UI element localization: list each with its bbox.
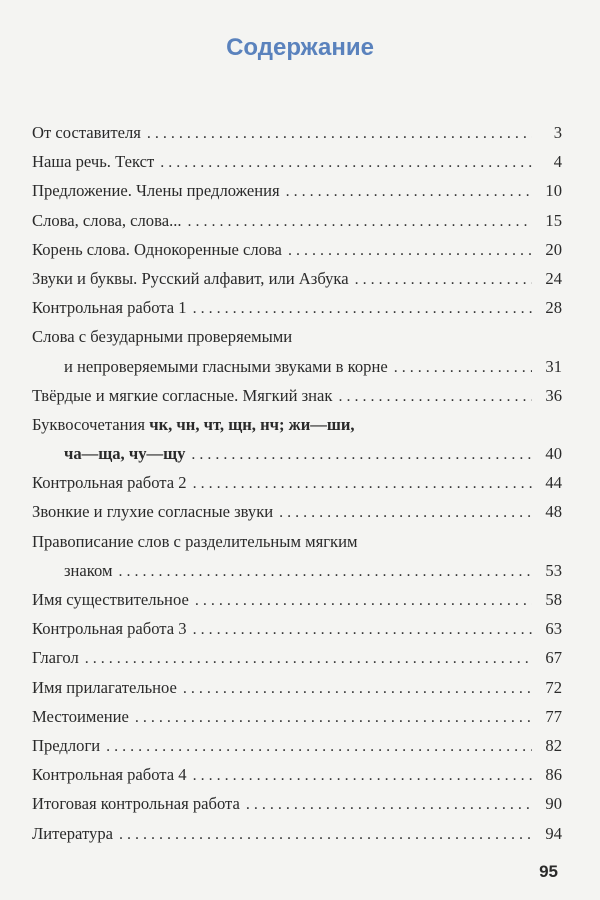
leader-dots	[338, 382, 532, 411]
toc-entry-title: Литература	[32, 823, 113, 843]
leader-dots	[106, 732, 532, 761]
toc-entry-title: Предлоги	[32, 735, 101, 755]
toc-entry-page: 24	[545, 268, 562, 288]
toc-entry-page: 44	[545, 473, 562, 493]
toc-entry	[32, 497, 562, 526]
toc-entry-page: 48	[545, 502, 562, 522]
leader-dots	[193, 294, 532, 323]
toc-entry-title-line1: Правописание слов с разделительным мягким	[32, 531, 358, 551]
toc-entry-page: 28	[545, 298, 562, 318]
toc-entry	[32, 673, 562, 702]
leader-dots	[193, 615, 532, 644]
leader-dots	[147, 119, 532, 148]
leader-dots	[193, 761, 532, 790]
toc-entry-page: 53	[545, 560, 562, 580]
leader-dots	[119, 820, 532, 849]
toc-entry-title: Звонкие и глухие согласные звуки	[32, 502, 274, 522]
toc-entry-title: Контрольная работа 4	[32, 765, 187, 785]
toc-entry	[32, 322, 562, 380]
page-number: 95	[539, 862, 558, 881]
table-of-contents	[32, 118, 562, 848]
toc-entry	[32, 235, 562, 264]
leader-dots	[135, 703, 532, 732]
toc-entry	[32, 264, 562, 293]
leader-dots	[160, 148, 532, 177]
toc-entry-title: Предложение. Члены предложения	[32, 181, 280, 201]
toc-entry-title: Твёрдые и мягкие согласные. Мягкий знак	[32, 385, 333, 405]
toc-entry-page: 58	[545, 590, 562, 609]
toc-entry-title: Звуки и буквы. Русский алфавит, или Азбука	[32, 268, 349, 288]
toc-entry-title: Наша речь. Текст	[32, 152, 155, 172]
toc-entry	[32, 760, 562, 789]
toc-entry	[32, 206, 562, 235]
toc-entry	[32, 614, 562, 643]
toc-entry-title: Слова, слова, слова...	[32, 210, 182, 230]
toc-entry	[32, 789, 562, 818]
toc-entry-title-line1: Слова с безударными проверяемыми	[32, 327, 293, 347]
toc-entry-page: 4	[553, 152, 562, 172]
toc-entry-page: 36	[545, 385, 562, 405]
toc-entry-page: 86	[545, 765, 562, 785]
toc-entry	[32, 293, 562, 322]
toc-entry-title: Контрольная работа 2	[32, 473, 187, 493]
page-title: Содержание	[226, 34, 374, 61]
leader-dots	[195, 586, 532, 615]
toc-entry	[32, 118, 562, 147]
toc-entry-page: 90	[545, 794, 562, 814]
toc-entry-page: 20	[545, 239, 562, 259]
toc-entry-title: Корень слова. Однокоренные слова	[32, 239, 282, 259]
toc-entry	[32, 585, 562, 614]
toc-entry-title: Имя существительное	[32, 590, 189, 609]
toc-entry-title: От составителя	[32, 123, 141, 142]
leader-dots	[279, 498, 532, 527]
toc-entry	[32, 819, 562, 848]
leader-dots	[286, 177, 532, 206]
toc-entry-title-line1	[32, 410, 355, 439]
toc-entry-page: 82	[545, 735, 562, 755]
toc-entry-title: Местоимение	[32, 706, 129, 726]
toc-entry-title-line2: ча—ща, чу—щу	[64, 444, 186, 464]
toc-entry-title-line2: знаком	[64, 560, 113, 580]
toc-entry-page: 77	[545, 706, 562, 726]
toc-entry-page: 40	[545, 444, 562, 464]
leader-dots	[394, 353, 532, 382]
leader-dots	[119, 557, 532, 586]
toc-entry-page: 3	[553, 123, 562, 142]
toc-entry-title: Глагол	[32, 648, 79, 668]
toc-entry-title-line2: и непроверяемыми гласными звуками в корне	[64, 356, 388, 376]
leader-dots	[188, 207, 532, 236]
toc-entry	[32, 702, 562, 731]
toc-entry	[32, 410, 562, 468]
toc-entry	[32, 147, 562, 176]
toc-entry	[32, 381, 562, 410]
toc-entry-page: 72	[545, 677, 562, 697]
leader-dots	[85, 644, 532, 673]
toc-entry-title-bold: чк, чн, чт, щн, нч; жи—ши,	[149, 414, 355, 434]
leader-dots	[193, 469, 532, 498]
leader-dots	[246, 790, 532, 819]
leader-dots	[183, 674, 532, 703]
toc-entry-title: Итоговая контрольная работа	[32, 794, 240, 814]
toc-entry-title-prefix: Буквосочетания	[32, 414, 150, 434]
toc-entry	[32, 643, 562, 672]
leader-dots	[191, 440, 532, 469]
toc-entry-title: Имя прилагательное	[32, 677, 177, 697]
toc-entry	[32, 527, 562, 585]
toc-entry-page: 10	[545, 181, 562, 201]
toc-entry	[32, 468, 562, 497]
toc-entry-title: Контрольная работа 1	[32, 298, 187, 318]
toc-entry-page: 63	[545, 619, 562, 639]
toc-entry-title: Контрольная работа 3	[32, 619, 187, 639]
leader-dots	[288, 236, 532, 265]
toc-entry-page: 94	[545, 823, 562, 843]
toc-entry-page: 67	[545, 648, 562, 668]
toc-entry	[32, 731, 562, 760]
toc-entry-page: 15	[545, 210, 562, 230]
leader-dots	[355, 265, 532, 294]
toc-entry	[32, 176, 562, 205]
toc-entry-page: 31	[545, 356, 562, 376]
